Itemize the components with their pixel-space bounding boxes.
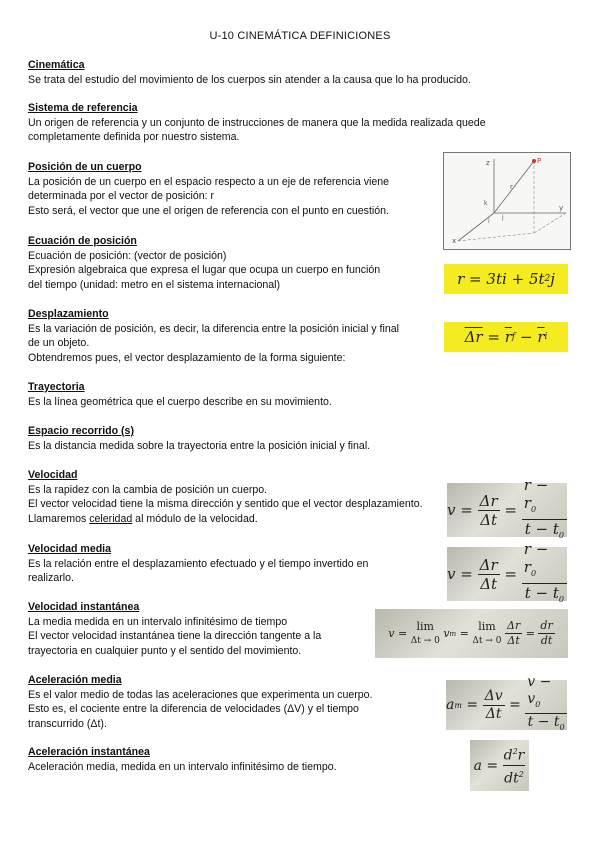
eq-fraction (522, 540, 567, 609)
position-vector-diagram (443, 152, 571, 250)
section-velocidad-media (28, 542, 368, 586)
eq-sub: m (449, 629, 457, 638)
point-p-label: P (537, 157, 542, 165)
text-fragment: al módulo de la velocidad. (132, 512, 258, 525)
section-espacio-recorrido (28, 424, 370, 453)
eq-numerator: Δr (479, 555, 498, 574)
eq-exponent: 2 (512, 747, 518, 757)
instant-acceleration-equation (470, 740, 529, 791)
eq-term: 5t (528, 270, 545, 288)
eq-numerator: Δr (479, 491, 498, 510)
eq-vm: v (443, 627, 450, 640)
text-line: trayectoria en cualquier punto y el sentido del movimiento. (28, 644, 302, 657)
eq-equals: = (397, 627, 408, 640)
eq-limit (411, 620, 440, 648)
eq-text: dt (504, 770, 519, 787)
text-line: completamente definida por nuestro sistema. (28, 131, 240, 144)
eq-sub: 0 (530, 568, 537, 578)
eq-fraction (525, 674, 567, 736)
section-velocidad (28, 468, 423, 526)
underlined-term: celeridad (89, 512, 133, 525)
unit-k-label: k (484, 200, 488, 207)
eq-fraction (503, 743, 526, 787)
text-line: Es la rapidez con la cambia de posición un cuerpo. (28, 483, 268, 496)
eq-numerator (522, 476, 567, 520)
text-line: transcurrido (Δt). (28, 717, 107, 730)
text-line: Obtendremos pues, el vector desplazamiento de la forma siguiente: (28, 351, 346, 364)
eq-fraction (478, 492, 500, 529)
eq-sub: 0 (558, 530, 565, 540)
text-line: realizarlo. (28, 572, 74, 585)
text-line: Es la relación entre el desplazamiento efectuado y el tiempo invertido en (28, 557, 369, 570)
heading-velocidad-media: Velocidad media (28, 543, 112, 555)
heading-espacio-recorrido: Espacio recorrido (s) (28, 425, 134, 437)
mean-acceleration-equation (446, 674, 567, 732)
text-line (28, 512, 423, 527)
heading-aceleracion-media: Aceleración media (28, 674, 122, 686)
unit-i-label: i (488, 218, 490, 225)
text-line: Es la variación de posición, es decir, la diferencia entre la posición inicial y final (28, 322, 399, 335)
text-line: La media medida en un intervalo infinitésimo de tiempo (28, 615, 288, 628)
section-ecuacion-posicion (28, 234, 380, 292)
eq-v: v (388, 627, 395, 640)
eq-equals: = (469, 270, 482, 288)
section-aceleracion-instantanea (28, 745, 337, 774)
heading-sistema-referencia: Sistema de referencia (28, 102, 138, 114)
section-velocidad-instantanea (28, 600, 321, 658)
eq-text: t − t (524, 519, 559, 538)
eq-sub: m (454, 700, 462, 710)
eq-equals: = (486, 757, 499, 774)
velocity-equation (447, 475, 567, 540)
eq-sub: 0 (530, 504, 537, 514)
eq-denominator: Δt (485, 705, 502, 722)
eq-term: 3t (486, 270, 502, 288)
eq-equals: = (466, 697, 479, 713)
text-line: Un origen de referencia y un conjunto de instrucciones de manera que la medida realizada quede (28, 116, 486, 129)
eq-text: v − v (527, 674, 552, 708)
section-desplazamiento (28, 307, 399, 365)
eq-fraction (505, 619, 522, 648)
eq-r-initial: $\overline{r}$ (537, 328, 545, 346)
eq-unit-i: i (501, 270, 507, 288)
heading-velocidad: Velocidad (28, 469, 78, 481)
eq-text: t − t (527, 714, 560, 730)
eq-denominator (528, 714, 565, 736)
position-equation (444, 264, 568, 294)
displacement-equation (444, 322, 568, 352)
eq-denominator: Δt (480, 574, 498, 593)
eq-lim-condition: Δt → 0 (472, 635, 502, 646)
eq-numerator (503, 743, 526, 766)
eq-denominator: Δt (480, 510, 498, 529)
heading-velocidad-instantanea: Velocidad instantánea (28, 601, 140, 613)
mean-velocity-equation (447, 539, 567, 604)
eq-equals: = (504, 565, 517, 583)
eq-text: r − r (523, 539, 549, 576)
section-sistema-referencia (28, 101, 486, 145)
text-line: Ecuación de posición: (vector de posición) (28, 249, 227, 262)
eq-numerator: Δr (507, 619, 521, 632)
eq-v: v (447, 565, 456, 583)
eq-denominator: Δt (507, 634, 520, 647)
eq-equals: = (459, 627, 469, 640)
eq-lim: lim (478, 619, 496, 633)
text-line: El vector velocidad tiene la misma dirección y sentido que el vector desplazamiento. (28, 498, 423, 511)
section-posicion (28, 160, 389, 218)
eq-equals: = (525, 627, 535, 640)
eq-limit (472, 620, 501, 648)
text-line: La posición de un cuerpo en el espacio respecto a un eje de referencia viene (28, 175, 390, 188)
eq-numerator: dr (540, 619, 553, 632)
section-trayectoria (28, 380, 332, 409)
eq-text: d (503, 748, 513, 764)
section-cinematica (28, 58, 471, 87)
instant-velocity-equation (375, 609, 568, 658)
heading-cinematica: Cinemática (28, 59, 85, 71)
text-fragment: Llamaremos (28, 512, 90, 525)
eq-delta-r: $\overline{\Delta r}$ (464, 328, 483, 346)
eq-unit-j: j (550, 270, 555, 288)
eq-denominator (504, 766, 524, 788)
eq-equals: = (460, 565, 473, 583)
eq-sub: 0 (559, 722, 565, 732)
eq-fraction (538, 619, 554, 648)
eq-denominator: dt (540, 634, 553, 647)
eq-minus: − (520, 328, 533, 346)
axis-z-label: z (486, 159, 490, 167)
eq-text: r (517, 748, 525, 764)
eq-equals: = (460, 501, 473, 519)
text-line: Es la línea geométrica que el cuerpo describe en su movimiento. (28, 395, 332, 408)
axis-x-label: x (452, 237, 457, 245)
heading-trayectoria: Trayectoria (28, 381, 85, 393)
eq-numerator (522, 540, 567, 584)
text-line: El vector velocidad instantánea tiene la dirección tangente a la (28, 630, 322, 643)
page-title: U-10 CINEMÁTICA DEFINICIONES (209, 30, 391, 42)
text-line: del tiempo (unidad: metro en el sistema internacional) (28, 278, 281, 291)
heading-posicion: Posición de un cuerpo (28, 161, 142, 173)
eq-plus: + (511, 270, 525, 288)
heading-aceleracion-instantanea: Aceleración instantánea (28, 746, 150, 758)
eq-lim-condition: Δt → 0 (410, 635, 440, 646)
text-line: Esto será, el vector que une el origen de referencia con el punto en cuestión. (28, 204, 390, 217)
eq-text: t − t (524, 583, 559, 602)
heading-desplazamiento: Desplazamiento (28, 308, 109, 320)
eq-exponent: 2 (518, 770, 524, 779)
eq-sub: 0 (535, 700, 541, 709)
eq-numerator: Δv (484, 687, 503, 704)
eq-sub: 0 (558, 594, 565, 604)
section-aceleracion-media (28, 673, 373, 731)
eq-fraction (483, 688, 505, 723)
axes-diagram-svg (444, 153, 570, 249)
text-line: Aceleración media, medida en un intervalo infinitésimo de tiempo. (28, 760, 337, 773)
eq-a: a (473, 757, 482, 774)
vector-r-label: r (510, 183, 513, 191)
text-line: Es la distancia medida sobre la trayectoria entre la posición inicial y final. (28, 439, 371, 452)
eq-v: v (447, 501, 456, 519)
eq-lim: lim (416, 619, 434, 633)
eq-denominator (525, 584, 564, 609)
eq-equals: = (504, 501, 517, 519)
text-line: Esto es, el cociente entre la diferencia de velocidades (ΔV) y el tiempo (28, 703, 359, 716)
axis-y-label: y (559, 204, 564, 212)
eq-numerator (525, 674, 567, 714)
text-line: Se trata del estudio del movimiento de los cuerpos sin atender a la causa que lo ha producido. (28, 73, 471, 86)
eq-sub-i: i (544, 332, 548, 342)
eq-text: r − r (523, 475, 549, 512)
heading-ecuacion-posicion: Ecuación de posición (28, 235, 137, 247)
text-line: Es el valor medio de todas las aceleraciones que experimenta un cuerpo. (28, 688, 373, 701)
eq-r-final: $\overline{r}$ (504, 328, 512, 346)
text-line: de un objeto. (28, 337, 90, 350)
eq-a: a (446, 697, 455, 713)
eq-exponent: 2 (544, 274, 551, 284)
unit-j-label: j (502, 214, 504, 221)
eq-r: r (457, 270, 465, 288)
eq-equals: = (509, 697, 521, 713)
text-line: Expresión algebraica que expresa el lugar que ocupa un cuerpo en función (28, 264, 381, 277)
eq-equals: = (487, 328, 500, 346)
eq-fraction (522, 476, 567, 545)
eq-fraction (478, 556, 500, 593)
text-line: determinada por el vector de posición: r (28, 190, 215, 203)
eq-sub-f: f (511, 332, 516, 342)
